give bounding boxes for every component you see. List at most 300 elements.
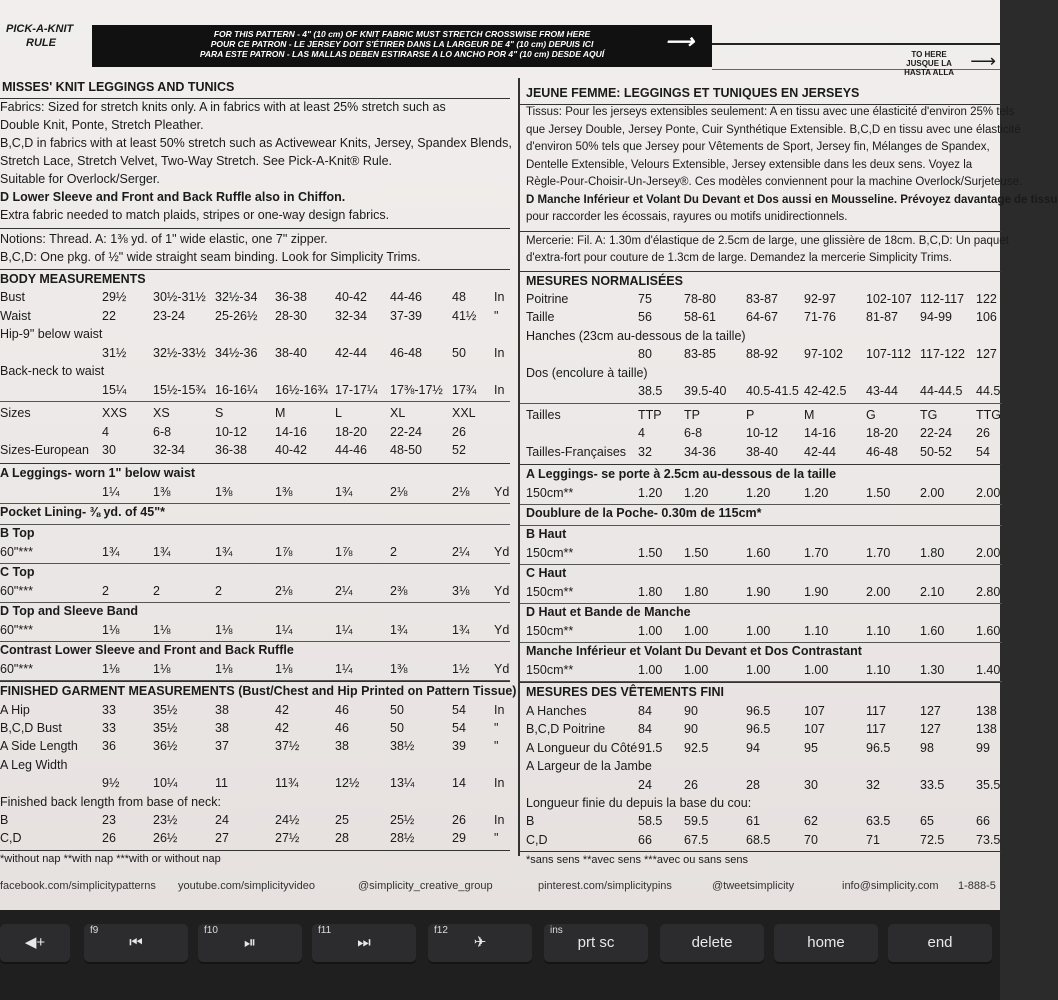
table-cell: 65 (920, 814, 934, 829)
table-cell: 62 (804, 814, 818, 829)
yardage-cell: 2 (215, 583, 222, 598)
table-cell: 98 (920, 740, 934, 755)
unit-cell: In (494, 382, 505, 397)
yardage-cell: 2⅛ (390, 484, 408, 499)
table-cell: 36-38 (215, 443, 247, 457)
fabric-note: D Lower Sleeve and Front and Back Ruffle also in Chiffon. (0, 190, 346, 204)
divider (0, 524, 510, 525)
yardage-cell: 1¾ (102, 544, 120, 559)
table-cell: 78-80 (684, 291, 716, 306)
table-cell: 38 (215, 702, 229, 717)
table-cell: 138 (976, 704, 997, 718)
yardage-cell: 1.60 (976, 624, 1001, 638)
table-cell: 38.5 (638, 384, 663, 398)
yardage-label: Manche Inférieur et Volant Du Devant et Dos Contrastant (526, 644, 862, 658)
table-cell: 42-44 (804, 444, 836, 459)
unit-cell: " (494, 720, 499, 735)
table-cell: TG (920, 407, 938, 422)
yardage-cell: 1.50 (866, 486, 891, 500)
divider (520, 564, 1002, 565)
yardage-cell: 1.20 (638, 486, 663, 500)
yardage-cell: 1.90 (804, 585, 829, 599)
yardage-cell: 1⅛ (102, 661, 120, 676)
table-cell: 48-50 (390, 443, 422, 457)
social-link: pinterest.com/simplicitypins (538, 880, 672, 892)
unit-cell: Yd (494, 544, 510, 559)
table-cell: 102-107 (866, 291, 912, 306)
footnote: *without nap **with nap ***with or without nap (0, 852, 221, 865)
yardage-cell: 1⅜ (153, 484, 171, 499)
divider (520, 271, 1002, 272)
table-cell: 84 (638, 704, 652, 718)
table-cell: 96.5 (746, 704, 771, 718)
row-label: Taille (526, 310, 555, 324)
row-label: Hip-9" below waist (0, 327, 103, 341)
table-cell: TP (684, 407, 700, 422)
table-cell: 40-42 (275, 443, 307, 457)
yardage-cell: 1.80 (920, 546, 945, 560)
yardage-cell: 2.00 (976, 486, 1001, 500)
table-cell: 6-8 (684, 426, 703, 440)
unit-cell: In (494, 345, 505, 360)
table-cell: 23½ (153, 812, 178, 827)
yardage-cell: 1⅜ (275, 484, 293, 499)
table-cell: 15¼ (102, 382, 127, 397)
table-cell: XXS (102, 406, 128, 420)
key-sublabel: f12 (434, 925, 448, 936)
unit-cell: In (494, 702, 505, 717)
table-cell: 46-48 (390, 345, 422, 360)
key-label: home (807, 934, 845, 951)
yardage-cell: 1.30 (920, 663, 945, 677)
fabric-note: d'environ 50% tels que Jersey pour Vêtements de Sport, Jersey fin, Mélanges de Spandex, (526, 141, 990, 153)
social-link: @simplicity_creative_group (358, 880, 493, 892)
arrow-right-icon: ⟶ (970, 51, 996, 71)
table-cell: 72.5 (920, 832, 945, 847)
unit-cell: Yd (494, 583, 510, 598)
table-cell: 37 (215, 739, 229, 754)
table-cell: 127 (920, 722, 941, 737)
table-cell: 42-44 (335, 345, 367, 360)
fabric-note: Extra fabric needed to match plaids, stripes or one-way design fabrics. (0, 208, 390, 222)
table-cell: 28-30 (275, 308, 307, 323)
table-cell: 64-67 (746, 310, 778, 324)
table-cell: 97-102 (804, 347, 843, 361)
yardage-cell: 1⅛ (153, 622, 171, 637)
table-cell: 23-24 (153, 308, 185, 323)
table-cell: 83-87 (746, 291, 778, 306)
yardage-cell: 1.80 (638, 585, 663, 599)
table-cell: 81-87 (866, 310, 898, 324)
table-cell: 24 (638, 777, 652, 792)
yardage-label: Pocket Lining- ⅜ yd. of 45"* (0, 504, 165, 519)
yardage-cell: 1½ (452, 661, 470, 676)
table-cell: TTP (638, 407, 662, 422)
yardage-cell: 1.00 (638, 663, 663, 677)
row-label: Hanches (23cm au-dessous de la taille) (526, 328, 746, 343)
table-cell: 44-46 (335, 443, 367, 457)
table-cell: 50 (452, 345, 466, 360)
rule-band-line: POUR CE PATRON - LE JERSEY DOIT S'ÉTIRER DANS LA LARGEUR DE 4" (10 cm) DEPUIS ICI (210, 39, 594, 49)
table-cell: 112-117 (920, 291, 965, 306)
to-here-line: JUSQUE LA (906, 59, 952, 68)
table-cell: 50 (390, 720, 404, 735)
yardage-cell: 1.10 (804, 624, 829, 638)
to-here-label (904, 50, 954, 77)
table-cell: 14-16 (804, 426, 836, 440)
yardage-cell: 1¾ (153, 544, 171, 559)
table-cell: M (275, 406, 286, 420)
yardage-cell: 1.10 (866, 663, 891, 677)
table-cell: 96.5 (746, 722, 771, 737)
rule-logo (6, 22, 98, 56)
social-link: @tweetsimplicity (712, 880, 795, 892)
table-cell: TTG (976, 407, 1001, 422)
yardage-cell: 1¼ (102, 484, 120, 499)
fabric-note: que Jersey Double, Jersey Ponte, Cuir Synthétique Extensible. B,C,D en tissu avec une élasticité (526, 123, 1021, 136)
table-cell: XL (390, 406, 406, 420)
yardage-label: Contrast Lower Sleeve and Front and Back Ruffle (0, 642, 294, 657)
yardage-label: D Haut et Bande de Manche (526, 605, 691, 619)
table-cell: 67.5 (684, 832, 709, 847)
fabric-width: 60"*** (0, 661, 33, 676)
table-cell: 73.5 (976, 832, 1001, 847)
table-cell: 90 (684, 704, 698, 718)
yardage-cell: 1.20 (804, 486, 829, 500)
table-cell: 41½ (452, 308, 477, 323)
rule-measure-strip (712, 43, 1000, 70)
table-cell: 33 (102, 702, 116, 717)
unit-cell: In (494, 812, 505, 827)
table-cell: 30½-31½ (153, 290, 206, 304)
table-cell: 35½ (153, 702, 178, 717)
yardage-cell: 2 (390, 544, 397, 559)
yardage-cell: 2⅜ (390, 583, 408, 598)
yardage-cell: 2.00 (920, 486, 945, 500)
row-label: A Longueur du Côté (526, 740, 638, 755)
table-cell: 13¼ (390, 776, 415, 791)
section-title: JEUNE FEMME: LEGGINGS ET TUNIQUES EN JERSEYS (526, 86, 860, 100)
notions-note: Notions: Thread. A: 1⅜ yd. of 1" wide elastic, one 7" zipper. (0, 232, 328, 246)
row-label: B,C,D Poitrine (526, 722, 606, 737)
yardage-cell: 2.80 (976, 585, 1001, 599)
table-cell: 26 (452, 424, 466, 439)
divider (520, 603, 1002, 604)
fabric-note: Stretch Lace, Stretch Velvet, Two-Way Stretch. See Pick-A-Knit® Rule. (0, 154, 393, 168)
row-label: B (0, 812, 9, 827)
table-cell: 33 (102, 720, 116, 735)
yardage-cell: 1.20 (746, 486, 771, 500)
divider (0, 681, 510, 682)
table-cell: 90 (684, 722, 698, 737)
keyboard-key (888, 924, 992, 964)
fabric-width: 60"*** (0, 544, 33, 559)
unit-cell: In (494, 776, 505, 791)
table-cell: 94-99 (920, 310, 952, 324)
row-label: A Side Length (0, 739, 78, 754)
table-cell: 46 (335, 702, 349, 717)
table-cell: 92-97 (804, 291, 836, 306)
keyboard-key (428, 924, 532, 964)
row-label: Tailles (526, 407, 561, 422)
divider (0, 503, 510, 504)
divider (0, 401, 510, 402)
row-label: A Hip (0, 702, 30, 717)
fabric-note: Dentelle Extensible, Velours Extensible, Jersey extensible dans les deux sens. Voyez la (526, 158, 973, 171)
table-cell: 22 (102, 308, 116, 323)
divider (520, 104, 1002, 105)
table-cell: 11 (215, 776, 228, 791)
unit-cell: " (494, 308, 499, 323)
table-cell: 96.5 (866, 740, 891, 755)
table-cell: 54 (452, 720, 466, 735)
table-cell: 32-34 (335, 308, 367, 323)
table-cell: 59.5 (684, 814, 709, 829)
table-cell: 50 (390, 702, 404, 717)
section-title: MISSES' KNIT LEGGINGS AND TUNICS (2, 80, 235, 94)
key-sublabel: f11 (318, 925, 332, 936)
table-cell: 71 (866, 832, 880, 847)
table-cell: 66 (638, 832, 652, 847)
table-cell: 38 (215, 720, 229, 735)
table-cell: XXL (452, 406, 476, 420)
fabric-note: Règle-Pour-Choisir-Un-Jersey®. Ces modèles conviennent pour la machine Overlock/Surjeteuse. (526, 176, 1023, 188)
yardage-cell: 1.60 (920, 624, 945, 638)
table-cell: 25 (335, 812, 349, 827)
table-cell: 138 (976, 722, 997, 737)
row-label: C,D (0, 831, 22, 846)
yardage-cell: 1⅛ (102, 622, 120, 637)
table-cell: 28 (746, 777, 760, 792)
social-footer (0, 872, 1000, 902)
table-cell: 58-61 (684, 310, 716, 324)
keyboard-key (544, 924, 648, 964)
table-cell: 117 (866, 704, 886, 718)
table-cell: 58.5 (638, 814, 663, 829)
row-label: Dos (encolure à taille) (526, 365, 648, 380)
table-cell: 16½-16¾ (275, 382, 328, 397)
key-sublabel: ins (550, 925, 563, 936)
table-cell: M (804, 407, 815, 422)
yardage-cell: 1⅛ (275, 661, 293, 676)
yardage-cell: 1⅞ (275, 544, 293, 559)
table-cell: 122 (976, 291, 997, 306)
table-cell: 29½ (102, 290, 127, 304)
yardage-cell: 1¾ (215, 544, 233, 559)
fabric-note: Double Knit, Ponte, Stretch Pleather. (0, 118, 204, 132)
table-cell: 66 (976, 814, 990, 829)
table-cell: 24 (215, 812, 229, 827)
key-sublabel: f10 (204, 925, 218, 936)
table-cell: 22-24 (390, 424, 422, 439)
divider (520, 231, 1002, 232)
yardage-cell: 2¼ (452, 544, 470, 559)
yardage-cell: 2¼ (335, 583, 353, 598)
key-label: ◀+ (24, 934, 46, 951)
yardage-label: D Top and Sleeve Band (0, 603, 138, 618)
table-cell: 39.5-40 (684, 384, 727, 398)
pick-a-knit-rule (0, 10, 1000, 77)
fabric-width: 150cm** (526, 486, 574, 500)
table-cell: 54 (976, 444, 990, 459)
table-cell: XS (153, 406, 170, 420)
unit-cell: Yd (494, 622, 510, 637)
row-label: C,D (526, 832, 548, 847)
table-cell: 52 (452, 443, 466, 457)
yardage-cell: 1.90 (746, 585, 771, 599)
row-label: Waist (0, 308, 31, 323)
table-cell: 22-24 (920, 426, 952, 440)
divider (0, 98, 510, 99)
table-cell: 10-12 (215, 424, 247, 439)
row-label: Sizes (0, 406, 31, 420)
yardage-cell: 1.70 (804, 546, 829, 560)
table-cell: 127 (976, 347, 997, 361)
keyboard-key (774, 924, 878, 964)
rule-logo-line2: RULE (26, 37, 56, 49)
divider (520, 525, 1002, 526)
table-cell: 30 (804, 777, 818, 792)
table-cell: 15½-15¾ (153, 382, 206, 397)
key-label: ⏮ (129, 934, 143, 951)
finished-measurements-title: FINISHED GARMENT MEASUREMENTS (Bust/Chest and Hip Printed on Pattern Tissue) (0, 683, 517, 698)
table-cell: 17-17¼ (335, 382, 378, 397)
fabric-width: 150cm** (526, 585, 574, 599)
row-label: Bust (0, 290, 26, 304)
notions-note: d'extra-fort pour couture de 1.3cm de large. Demandez la mercerie Simplicity Trims. (526, 252, 952, 264)
table-cell: S (215, 406, 224, 420)
table-cell: 12½ (335, 776, 360, 791)
table-cell: 44-46 (390, 290, 422, 304)
key-label: end (927, 934, 953, 951)
table-cell: 14-16 (275, 424, 307, 439)
table-cell: 36½ (153, 739, 178, 754)
keyboard (0, 910, 1000, 1000)
table-cell: 38-40 (275, 345, 307, 360)
yardage-label: B Haut (526, 527, 567, 541)
yardage-label: C Top (0, 564, 35, 579)
fabric-width: 60"*** (0, 622, 33, 637)
divider (520, 682, 1002, 683)
table-cell: 56 (638, 310, 652, 324)
fabric-width: 60"*** (0, 583, 33, 598)
row-label: Back-neck to waist (0, 364, 105, 378)
yardage-cell: 1¾ (390, 622, 408, 637)
table-cell: 63.5 (866, 814, 891, 829)
table-cell: 34½-36 (215, 345, 258, 360)
yardage-cell: 1⅜ (215, 484, 233, 499)
table-cell: 23 (102, 812, 116, 827)
rule-band (92, 25, 712, 67)
row-label: Longueur finie du depuis la base du cou: (526, 796, 752, 810)
table-cell: 28½ (390, 831, 415, 846)
yardage-label: A Leggings- se porte à 2.5cm au-dessous de la taille (526, 467, 837, 481)
rule-logo-line1: PICK-A-KNIT (6, 23, 74, 35)
yardage-label: A Leggings- worn 1" below waist (0, 465, 196, 480)
table-cell: 27 (215, 831, 229, 846)
yardage-cell: 2.00 (866, 585, 891, 599)
social-link: facebook.com/simplicitypatterns (0, 880, 156, 892)
divider (0, 602, 510, 603)
table-cell: 42 (275, 720, 289, 735)
table-cell: 42-42.5 (804, 384, 847, 398)
yardage-cell: 2⅛ (275, 583, 293, 598)
body-measurements-title: BODY MEASUREMENTS (0, 272, 146, 286)
table-cell: 107-112 (866, 347, 911, 361)
table-cell: 117-122 (920, 347, 965, 361)
table-cell: 32 (866, 777, 880, 792)
keyboard-key (198, 924, 302, 964)
keyboard-key (84, 924, 188, 964)
rule-band-line: PARA ESTE PATRON - LAS MALLAS DEBEN ESTIRARSE A LO ANCHO POR 4" (10 cm) DESDE AQUÍ (199, 49, 605, 59)
divider (520, 504, 1002, 505)
table-cell: 48 (452, 290, 466, 304)
unit-cell: Yd (494, 484, 510, 499)
fabric-note: Suitable for Overlock/Serger. (0, 172, 160, 186)
table-cell: 71-76 (804, 310, 836, 324)
row-label: Finished back length from base of neck: (0, 794, 221, 809)
row-label: B,C,D Bust (0, 720, 62, 735)
table-cell: 26 (102, 831, 116, 846)
table-cell: 107 (804, 722, 825, 737)
table-cell: 35½ (153, 720, 178, 735)
table-cell: 38½ (390, 739, 415, 754)
table-cell: 106 (976, 310, 997, 324)
rule-band-line: FOR THIS PATTERN - 4" (10 cm) OF KNIT FABRIC MUST STRETCH CROSSWISE FROM HERE (213, 29, 591, 39)
unit-cell: " (494, 739, 499, 754)
yardage-cell: 1⅛ (215, 661, 233, 676)
yardage-cell: 2⅛ (452, 484, 470, 499)
keyboard-key (0, 924, 70, 964)
yardage-cell: 1.00 (746, 663, 771, 677)
table-cell: 40-42 (335, 290, 367, 304)
yardage-cell: 3⅛ (452, 583, 470, 598)
yardage-cell: 2 (153, 583, 160, 598)
table-cell: 38-40 (746, 444, 778, 459)
fabric-width: 150cm** (526, 546, 574, 560)
fabric-note: D Manche Inférieur et Volant Du Devant et Dos aussi en Mousseline. Prévoyez davantage de tissu (526, 193, 1058, 206)
unit-cell: In (494, 290, 505, 304)
table-cell: 28 (335, 831, 349, 846)
divider (520, 464, 1002, 465)
table-cell: 54 (452, 702, 466, 717)
yardage-cell: 2.00 (976, 546, 1001, 560)
divider (0, 228, 510, 229)
arrow-right-icon: ⟶ (665, 31, 694, 53)
table-cell: 29 (452, 831, 466, 846)
table-cell: 44.5 (976, 384, 1001, 398)
table-cell: 70 (804, 832, 818, 847)
table-cell: 34-36 (684, 444, 716, 459)
table-cell: 17⅜-17½ (390, 382, 443, 397)
yardage-cell: 1.50 (638, 546, 663, 560)
yardage-cell: 1¼ (275, 622, 293, 637)
table-cell: 14 (452, 776, 466, 791)
yardage-cell: 1¾ (335, 484, 353, 499)
table-cell: 32½-33½ (153, 345, 206, 360)
table-cell: 17¾ (452, 382, 477, 397)
table-cell: 10-12 (746, 426, 778, 440)
table-cell: 18-20 (335, 424, 367, 439)
table-cell: 36 (102, 739, 116, 754)
table-cell: 26 (684, 777, 698, 792)
yardage-cell: 1.00 (746, 624, 771, 638)
yardage-label: B Top (0, 525, 35, 540)
yardage-cell: 1.80 (684, 585, 709, 599)
key-label: ⏭ (357, 934, 371, 951)
yardage-cell: 2 (102, 583, 109, 598)
table-cell: 33.5 (920, 777, 945, 792)
